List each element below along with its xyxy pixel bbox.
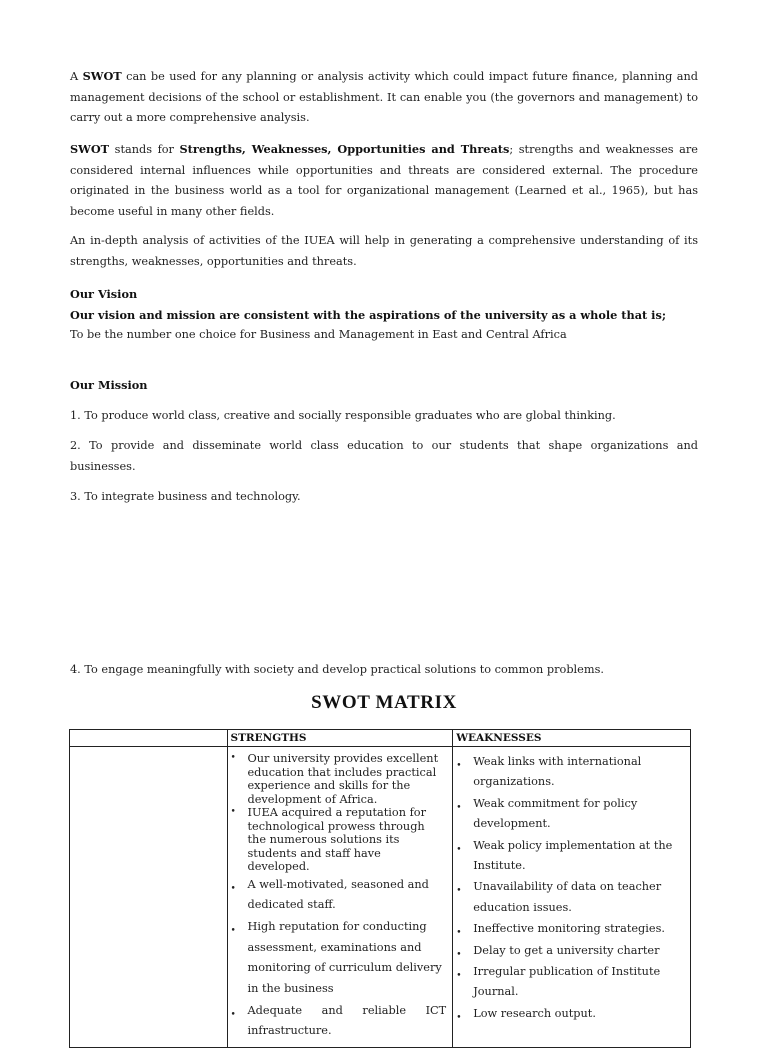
list-item: • IUEA acquired a reputation for technological prowess through the numerous solutions its students and staff have developed. — [230, 806, 426, 873]
mission-item-1: 1. To produce world class, creative and socially responsible graduates who are global thinking. — [70, 409, 616, 422]
swot-term-2: SWOT — [70, 142, 110, 156]
weaknesses-list — [453, 747, 690, 1024]
list-item: • High reputation for conducting assessment, examinations and monitoring of curriculum delivery in the business — [230, 919, 442, 996]
list-item: • Weak policy implementation at the Institute. — [456, 838, 673, 872]
swot-matrix-title: SWOT MATRIX — [311, 692, 457, 713]
table-body-row — [70, 747, 691, 1048]
strengths-cell — [227, 747, 453, 1048]
vision-text: To be the number one choice for Business and Management in East and Central Africa — [70, 328, 567, 341]
swot-expansion: Strengths, Weaknesses, Opportunities and Threats — [179, 142, 510, 156]
strengths-header: STRENGTHS — [227, 730, 453, 747]
list-item: • Weak links with international organizations. — [456, 755, 642, 789]
vision-heading: Our Vision — [70, 287, 138, 301]
list-item: • Unavailability of data on teacher education issues. — [456, 880, 662, 914]
table-header-row — [70, 730, 691, 747]
mission-heading: Our Mission — [70, 378, 148, 392]
list-item: • Low research output. — [456, 1006, 596, 1023]
list-item: • Weak commitment for policy development. — [456, 796, 638, 831]
mission-item-4: 4. To engage meaningfully with society and develop practical solutions to common problems. — [70, 663, 604, 676]
empty-header-cell — [70, 730, 228, 747]
swot-term: SWOT — [82, 69, 122, 83]
list-item: • Ineffective monitoring strategies. — [456, 922, 665, 939]
strengths-list — [228, 747, 453, 1042]
weaknesses-cell — [453, 747, 691, 1048]
empty-body-cell — [70, 747, 228, 1048]
intro-paragraph-3: An in-depth analysis of activities of the IUEA will help in generating a comprehensive understanding of its strengths, weaknesses, opportunities and threats. — [70, 234, 698, 268]
list-item: • Adequate and reliable ICT infrastructure. — [230, 1003, 447, 1038]
intro-paragraph-2: SWOT stands for Strengths, Weaknesses, Opportunities and Threats; strengths and weaknesses are considered internal influences while opportunities and threats are considered external. The procedure originated in the business world as a tool for organizational management (Learned et al., 1965), but has become useful in many other fields. — [70, 142, 698, 219]
list-item: • Irregular publication of Institute Journal. — [456, 965, 661, 999]
list-item: • A well-motivated, seasoned and dedicated staff. — [230, 877, 429, 912]
mission-item-3: 3. To integrate business and technology. — [70, 490, 301, 503]
list-item: • Our university provides excellent education that includes practical experience and skills for the development of Africa. — [230, 752, 439, 806]
list-item: • Delay to get a university charter — [456, 943, 660, 960]
weaknesses-header: WEAKNESSES — [453, 730, 691, 747]
swot-matrix-table — [69, 729, 691, 1048]
mission-item-2: 2. To provide and disseminate world class education to our students that shape organizations and businesses. — [70, 439, 698, 473]
intro-paragraph-1: A SWOT can be used for any planning or analysis activity which could impact future finance, planning and management decisions of the school or establishment. It can enable you (the governors and management) to carry out a more comprehensive analysis. — [70, 69, 698, 125]
vision-statement: Our vision and mission are consistent with the aspirations of the university as a whole that is; — [70, 308, 666, 322]
